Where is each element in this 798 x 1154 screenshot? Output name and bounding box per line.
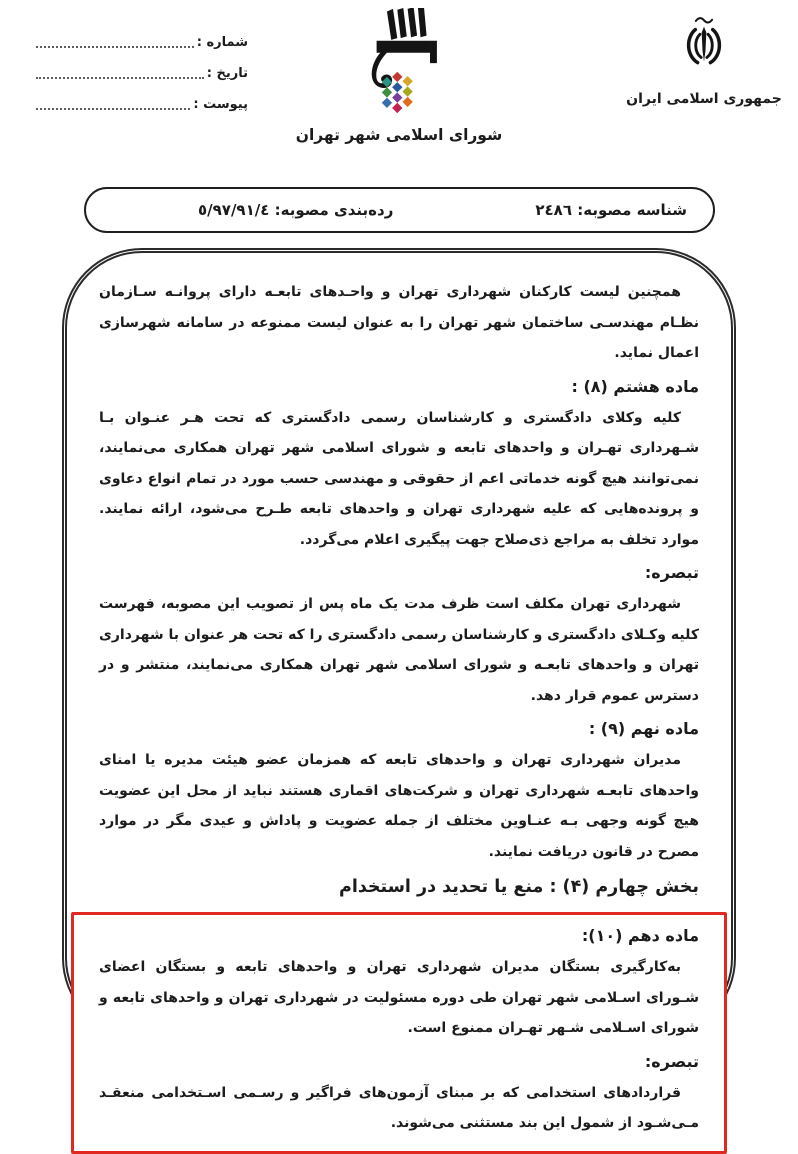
- field-attachment-blank: [36, 108, 190, 110]
- article-10-note-body: قراردادهای استخدامی که بر مبنای آزمون‌های فراگیر و رسـمی اسـتخدامی منعقـد مـی‌شـود از شمول این بند مستثنی می‌شوند.: [99, 1084, 699, 1131]
- field-date: [36, 58, 248, 89]
- article-8-body: کلیه وکلای دادگستری و کارشناسان رسمی دادگستری که تحت هـر عنـوان بـا شـهرداری تهـران و واحدهای تابعه و شورای اسلامی شهر تهران همکاری می‌نمایند، نمی‌توانند هیچ گونه خدماتی اعم از حقوقی و مهندسی حسب مورد در تمام انواع دعاوی و پرونده‌هایی که علیه شهرداری تهران و واحدهای تابعه طـرح می‌شود، ارائه نمایند. موارد تخلف به مراجع ذی‌صلاح جهت پیگیری اعلام می‌گردد.: [99, 409, 699, 548]
- national-emblem-block: [626, 14, 782, 107]
- article-10-title: ماده دهم (١٠):: [581, 926, 699, 945]
- article-10-note-title: تبصره:: [644, 1051, 699, 1071]
- resolution-meta-bar: [84, 187, 715, 233]
- resolution-classification: رده‌بندی مصوبه: ٥/٩٧/٩١/٤: [198, 201, 394, 219]
- council-logo-icon: [347, 8, 451, 120]
- letterhead-fields: [36, 27, 248, 120]
- article-8-title: ماده هشتم (٨) :: [571, 376, 699, 396]
- emblem-caption: جمهوری اسلامی ایران: [626, 91, 782, 107]
- article-8-note-title: تبصره:: [644, 563, 699, 582]
- field-date-blank: [36, 77, 204, 79]
- field-number-blank: [36, 46, 194, 48]
- section-4-title: بخش چهارم (۴) : منع یا تحدید در استخدام: [339, 877, 699, 897]
- field-number-label: شماره :: [196, 35, 248, 50]
- iran-emblem-icon: [675, 14, 733, 80]
- field-date-label: تاریخ :: [206, 66, 248, 81]
- intro-paragraph: همچنین لیست کارکنان شهرداری تهران و واحـدهای تابعـه دارای پروانـه سـازمان نظـام مهندسـی ساختمان شهر تهران را به عنوان لیست ممنوعه در سامانه شهرسازی اعمال نماید.: [99, 284, 699, 361]
- resolution-id: شناسه مصوبه: ٢٤٨٦: [535, 201, 687, 219]
- council-logo-caption: شورای اسلامی شهر تهران: [295, 126, 503, 144]
- council-logo-block: [279, 8, 519, 144]
- document-frame: [62, 248, 736, 1131]
- article-10-body: به‌کارگیری بستگان مدیران شهرداری تهران و واحدهای تابعه و بستگان اعضای شـورای اسـلامی شهر تهران طی دوره مسئولیت در شهرداری تهران و واحدهای تابعه و شورای اسـلامی شـهر تهـران ممنوع است.: [99, 959, 699, 1036]
- article-8-note-body: شهرداری تهران مکلف است ظرف مدت یک ماه پس از تصویب این مصوبه، فهرست کلیه وکـلای دادگستری و کارشناسان رسمی دادگستری را که تحت هر عنوان با شهرداری تهران و واحدهای تابعـه و شورای اسلامی شهر تهران همکاری می‌نمایند، منتشر و در دسترس عموم قرار دهد.: [99, 596, 699, 704]
- article-10-highlight-box: [71, 912, 727, 1154]
- article-9-body: مدیران شهرداری تهران و واحدهای تابعه که همزمان عضو هیئت مدیره یا امنای واحدهای تابعـه شهرداری تهران و شرکت‌های اقماری هستند نباید از محل این عضویت هیچ گونه وجهی بـه عنـاوین مختلف از جمله عضویت و پاداش و عیدی مگر در موارد مصرح در قانون دریافت نمایند.: [99, 752, 699, 860]
- field-attachment: [36, 89, 248, 120]
- field-attachment-label: پیوست :: [193, 97, 248, 112]
- document-content: [67, 253, 731, 1154]
- article-9-title: ماده نهم (٩) :: [588, 719, 699, 738]
- field-number: [36, 27, 248, 58]
